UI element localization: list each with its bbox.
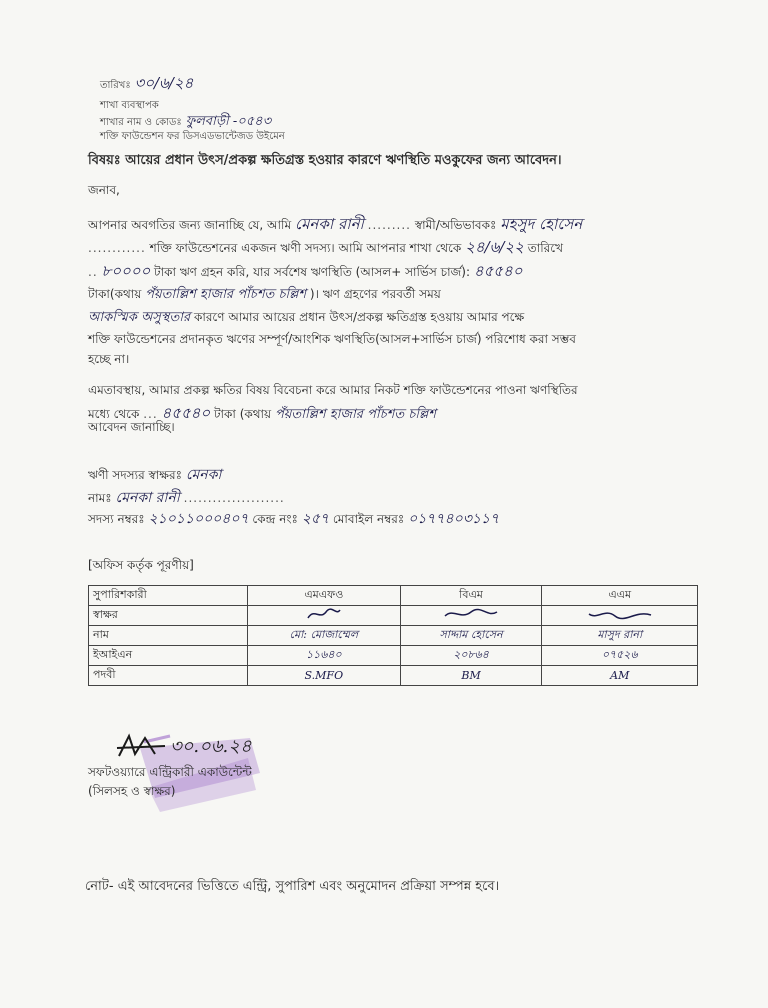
table-row xyxy=(89,626,698,646)
body-line-2: ............ শক্তি ফাউন্ডেশনের একজন ঋণী সদস্য। আমি আপনার শাখা থেকে ২৪/৬/২২ তারিখে xyxy=(88,238,563,256)
office-table xyxy=(88,585,698,686)
row-label: স্বাক্ষর xyxy=(89,606,248,626)
applicant-name: মেনকা রানী xyxy=(294,215,364,233)
table-row xyxy=(89,646,698,666)
branch-label: শাখার নাম ও কোডঃ xyxy=(100,117,182,128)
body-line-8: এমতাবস্থায়, আমার প্রকল্প ক্ষতির বিষয় বিবেচনা করে আমার নিকট শক্তি ফাউন্ডেশনের পাওনা ঋণস্থিতির xyxy=(88,383,578,397)
center-label: কেন্দ্র নংঃ xyxy=(252,512,298,526)
loan-date: ২৪/৬/২২ xyxy=(465,238,524,256)
table-cell: মাসুদ রানা xyxy=(542,626,698,646)
mobile-label: মোবাইল নম্বরঃ xyxy=(332,512,405,526)
mobile-number: ০১৭৭৪০৩১১৭ xyxy=(408,511,500,527)
body-line-4 xyxy=(88,285,441,304)
date-value: ৩০/৬/২৪ xyxy=(134,74,194,92)
row-label: পদবী xyxy=(89,666,248,686)
body-text: তারিখে xyxy=(527,241,563,255)
table-cell: BM xyxy=(400,666,542,686)
guardian-name: মহসুদ হোসেন xyxy=(500,215,583,233)
office-caption: [অফিস কর্তৃক পূরণীয়] xyxy=(88,558,194,572)
table-cell: মো: মোজাম্মেল xyxy=(248,626,401,646)
table-cell: ১১৬৪০ xyxy=(248,646,401,666)
table-row xyxy=(89,666,698,686)
table-cell: ০৭৫২৬ xyxy=(542,646,698,666)
member-signature-line xyxy=(88,466,222,484)
body-text: আপনার অবগতির জন্য জানাচ্ছি যে, আমি xyxy=(88,218,292,232)
foundation-line: শক্তি ফাউন্ডেশন ফর ডিসএডভান্টেজড উইমেন xyxy=(100,131,285,142)
body-line-10: আবেদন জানাচ্ছি। xyxy=(88,420,175,434)
member-name: মেনকা রানী xyxy=(115,490,180,506)
table-header: এমএফও xyxy=(248,586,401,606)
body-line-9: মধ্যে থেকে ... ৪৫৫৪০ টাকা (কথায় পঁয়তাল্লিশ হাজার পাঁচশত চল্লিশ xyxy=(88,404,436,422)
table-header: এএম xyxy=(542,586,698,606)
footer-note: নোট- এই আবেদনের ভিত্তিতে এন্ট্রি, সুপারিশ এবং অনুমোদন প্রক্রিয়া সম্পন্ন হবে। xyxy=(85,879,500,894)
table-header-row xyxy=(89,586,698,606)
table-cell: ২০৮৬৪ xyxy=(400,646,542,666)
body-text: স্বামী/অভিভাবকঃ xyxy=(414,218,497,232)
loan-amount: ৮০০০০ xyxy=(101,262,151,280)
signature-scribble-icon xyxy=(585,606,655,622)
balance-words: পঁয়তাল্লিশ হাজার পাঁচশত চল্লিশ xyxy=(145,287,307,302)
body-text: টাকা (কথায় xyxy=(214,407,272,421)
body-text: কারণে আমার আয়ের প্রধান উৎস/প্রকল্প ক্ষতিগ্রস্ত হওয়ায় আমার পক্ষে xyxy=(193,310,525,324)
body-text: মধ্যে থেকে xyxy=(88,407,140,421)
body-text: টাকা(কথায় xyxy=(88,287,142,301)
damage-reason: আকস্মিক অসুস্থতার xyxy=(88,310,191,325)
balance-amount: ৪৫৫৪০ xyxy=(473,262,523,280)
table-row xyxy=(89,606,698,626)
center-number: ২৫৭ xyxy=(301,511,330,527)
member-name-line: নামঃ মেনকা রানী ..................... xyxy=(88,490,285,506)
branch-value: ফুলবাড়ী -০৫৪৩ xyxy=(185,114,272,129)
member-id-label: সদস্য নম্বরঃ xyxy=(88,512,145,526)
table-cell: সাদ্দাম হোসেন xyxy=(400,626,542,646)
member-id: ২১০১১০০০৪০৭ xyxy=(148,511,249,527)
body-text: শক্তি ফাউন্ডেশনের একজন ঋণী সদস্য। আমি আপনার শাখা থেকে xyxy=(149,241,462,255)
signature-scribble-icon xyxy=(441,606,501,622)
body-text: টাকা ঋণ গ্রহন করি, যার সর্বশেষ ঋণস্থিতি (আসল+ সার্ভিস চার্জ): xyxy=(154,265,471,279)
date-line xyxy=(100,74,193,95)
row-label: নাম xyxy=(89,626,248,646)
accountant-signature-icon xyxy=(115,732,175,762)
table-header: বিএম xyxy=(400,586,542,606)
subject-line: বিষয়ঃ আয়ের প্রধান উৎস/প্রকল্প ক্ষতিগ্রস্ত হওয়ার কারণে ঋণস্থিতি মওকুফের জন্য আবেদন। xyxy=(88,153,562,168)
waive-words: পঁয়তাল্লিশ হাজার পাঁচশত চল্লিশ xyxy=(274,407,436,422)
salutation: জনাব, xyxy=(88,183,120,197)
table-header: সুপারিশকারী xyxy=(89,586,248,606)
body-line-7: হচ্ছে না। xyxy=(88,352,130,366)
date-label: তারিখঃ xyxy=(100,80,131,91)
signature-scribble-icon xyxy=(304,606,344,622)
body-text: )। ঋণ গ্রহণের পরবর্তী সময় xyxy=(309,287,441,301)
table-cell: AM xyxy=(542,666,698,686)
row-label: ইআইএন xyxy=(89,646,248,666)
signature-cell xyxy=(542,606,698,626)
software-line-2: (সিলসহ ও স্বাক্ষর) xyxy=(88,784,176,798)
body-line-5 xyxy=(88,308,524,327)
signature-cell xyxy=(400,606,542,626)
body-line-3: .. ৮০০০০ টাকা ঋণ গ্রহন করি, যার সর্বশেষ ঋণস্থিতি (আসল+ সার্ভিস চার্জ): ৪৫৫৪০ xyxy=(88,262,523,280)
addressee-line: শাখা ব্যবস্থাপক xyxy=(100,100,159,111)
body-line-6: শক্তি ফাউন্ডেশনের প্রদানকৃত ঋণের সম্পূর্ণ/আংশিক ঋণস্থিতি(আসল+সার্ভিস চার্জ) পরিশোধ করা সম্ভব xyxy=(88,332,576,346)
name-label: নামঃ xyxy=(88,491,112,505)
body-line-1: আপনার অবগতির জন্য জানাচ্ছি যে, আমি মেনকা রানী ......... স্বামী/অভিভাবকঃ মহসুদ হোসেন xyxy=(88,215,583,233)
table-cell: S.MFO xyxy=(248,666,401,686)
software-line-1: সফটওয়্যারে এন্ট্রিকারী একাউন্টেন্ট xyxy=(88,765,252,779)
member-signature: মেনকা xyxy=(185,467,222,483)
waive-amount: ৪৫৫৪০ xyxy=(161,404,211,422)
signature-cell xyxy=(248,606,401,626)
entry-date: ৩০.০৬.২৪ xyxy=(170,736,252,757)
signature-label: ঋণী সদস্যর স্বাক্ষরঃ xyxy=(88,468,182,482)
member-id-line xyxy=(88,510,499,528)
